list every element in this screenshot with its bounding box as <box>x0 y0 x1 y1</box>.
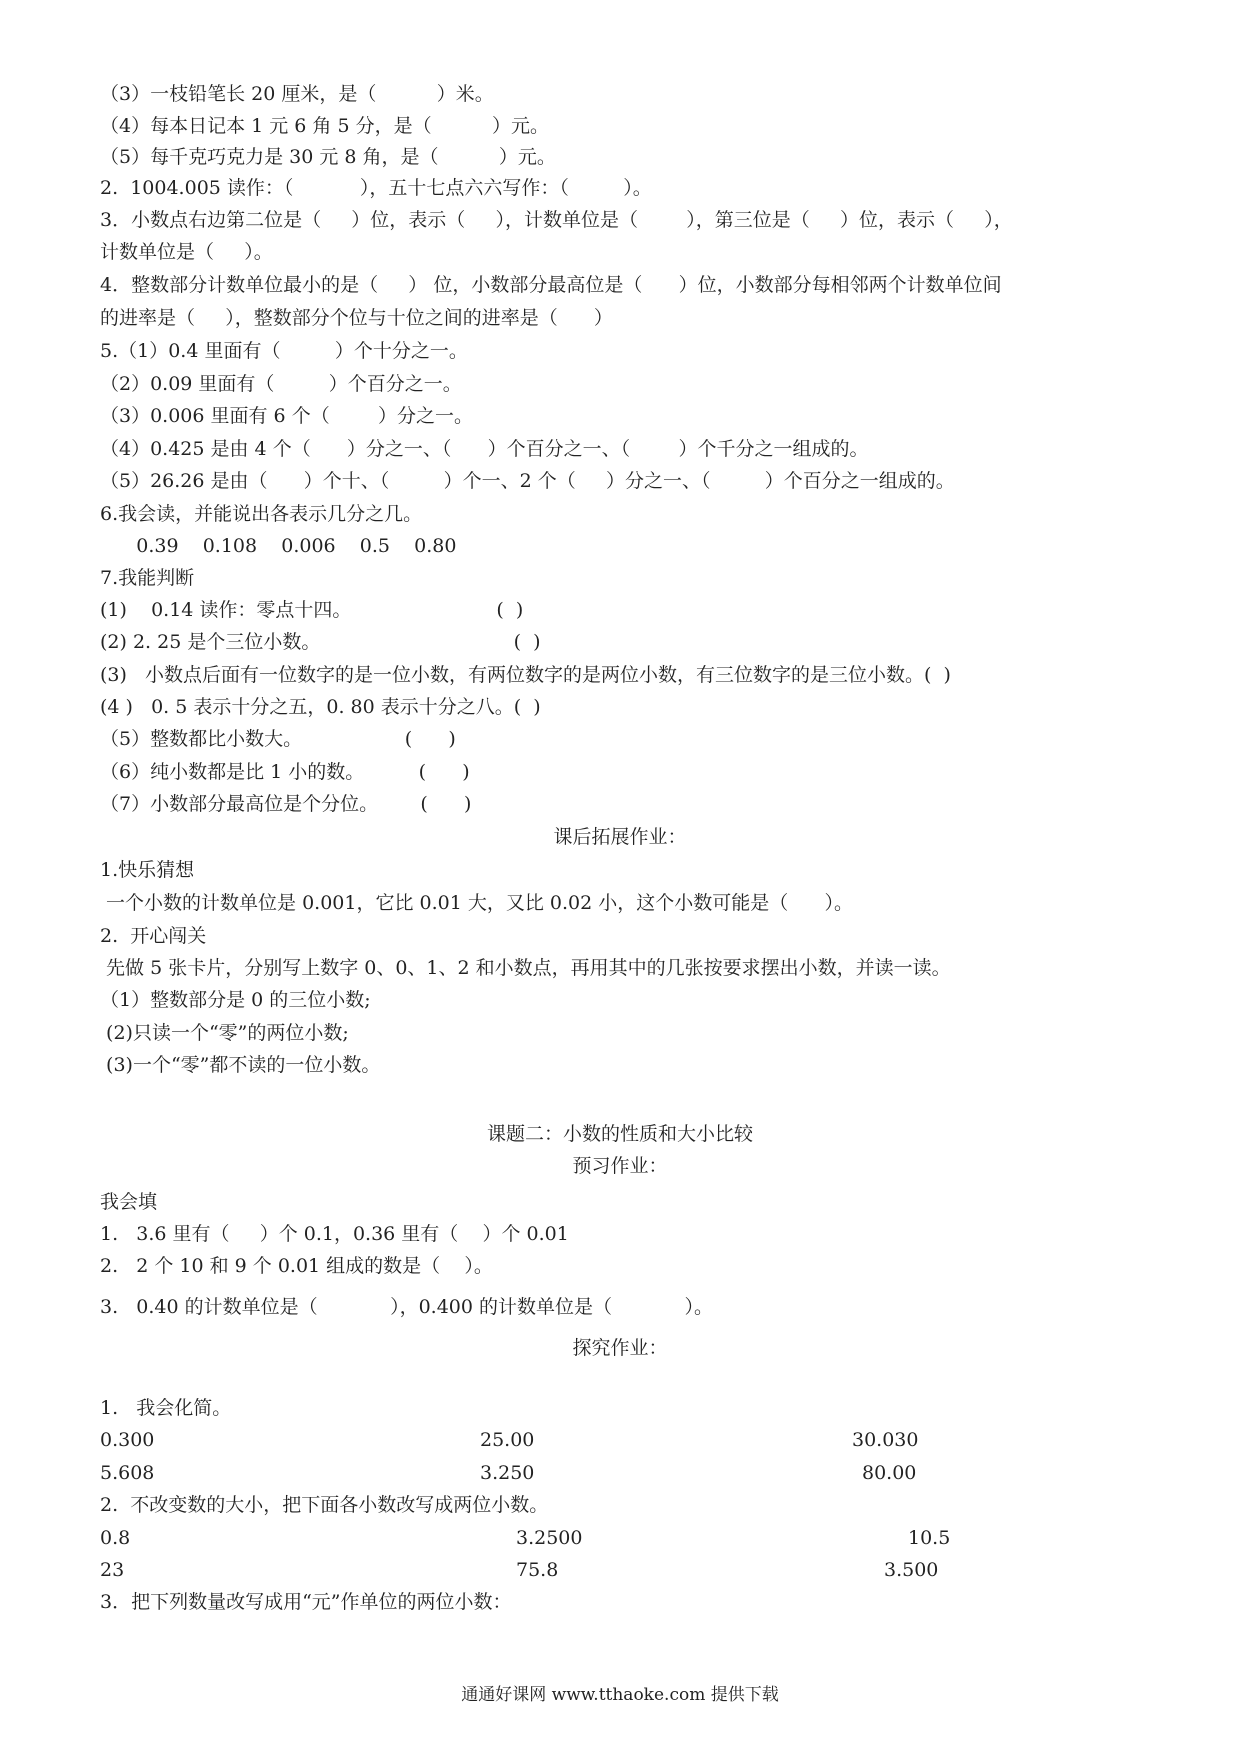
simplify-value: 25.00 <box>480 1429 535 1451</box>
section-heading: 1.快乐猜想 <box>100 859 195 881</box>
simplify-value: 30.030 <box>852 1429 919 1451</box>
decimal-value: 75.8 <box>516 1559 559 1581</box>
question-line: 6.我会读，并能说出各表示几分之几。 <box>100 503 423 525</box>
question-line: 3．小数点右边第二位是（ ）位，表示（ ），计数单位是（ ），第三位是（ ）位，表示（ ）， <box>100 209 1013 231</box>
section-heading: 7.我能判断 <box>100 567 195 589</box>
question-line: 3. 0.40 的计数单位是（ ），0.400 的计数单位是（ ）。 <box>100 1296 713 1318</box>
section-heading: 我会填 <box>100 1191 158 1213</box>
simplify-value: 80.00 <box>862 1462 917 1484</box>
decimal-value: 0.8 <box>100 1527 131 1549</box>
decimal-value: 3.500 <box>884 1559 939 1581</box>
judge-item: （7）小数部分最高位是个分位。 ( ) <box>100 793 472 815</box>
question-line: （3）一枝铅笔长 20 厘米，是（ ）米。 <box>100 83 494 105</box>
judge-item: (1) 0.14 读作：零点十四。 ( ) <box>100 599 524 621</box>
section-heading: 1. 我会化简。 <box>100 1397 232 1419</box>
question-line: 4．整数部分计数单位最小的是（ ） 位，小数部分最高位是（ ）位，小数部分每相邻两个计数单位间 <box>100 274 1002 296</box>
question-line: 2. 2 个 10 和 9 个 0.01 组成的数是（ ）。 <box>100 1255 493 1277</box>
section-title: 探究作业： <box>572 1337 668 1359</box>
question-line: （4）0.425 是由 4 个（ ）分之一、（ ）个百分之一、（ ）个千分之一组成的。 <box>100 438 869 460</box>
question-line: （4）每本日记本 1 元 6 角 5 分，是（ ）元。 <box>100 115 549 137</box>
question-line: 5.（1）0.4 里面有（ ）个十分之一。 <box>100 340 468 362</box>
question-line: (2)只读一个“零”的两位小数; <box>100 1022 349 1044</box>
simplify-value: 5.608 <box>100 1462 155 1484</box>
question-line: （2）0.09 里面有（ ）个百分之一。 <box>100 373 462 395</box>
question-line: 先做 5 张卡片，分别写上数字 0、0、1、2 和小数点，再用其中的几张按要求摆出小数，并读一读。 <box>100 957 951 979</box>
question-line: （1）整数部分是 0 的三位小数; <box>100 989 371 1011</box>
page-footer: 通通好课网 www.tthaoke.com 提供下载 <box>461 1685 779 1705</box>
decimal-value: 23 <box>100 1559 125 1581</box>
section-title: 课后拓展作业： <box>553 826 687 848</box>
decimal-value: 3.2500 <box>516 1527 583 1549</box>
question-line: 计数单位是（ ）。 <box>100 241 273 263</box>
question-line: （5）26.26 是由（ ）个十、（ ）个一、2 个（ ）分之一、（ ）个百分之一组成的。 <box>100 470 955 492</box>
decimal-value: 10.5 <box>908 1527 951 1549</box>
judge-item: (3) 小数点后面有一位数字的是一位小数，有两位数字的是两位小数，有三位数字的是三位小数。( ) <box>100 664 951 686</box>
section-heading: 2. 不改变数的大小，把下面各小数改写成两位小数。 <box>100 1494 549 1516</box>
question-line: 1. 3.6 里有（ ）个 0.1，0.36 里有（ ）个 0.01 <box>100 1223 569 1245</box>
judge-item: (2) 2. 25 是个三位小数。 ( ) <box>100 631 541 653</box>
lesson-title: 课题二：小数的性质和大小比较 <box>486 1123 753 1145</box>
judge-item: (4 ) 0. 5 表示十分之五，0. 80 表示十分之八。( ) <box>100 696 541 718</box>
question-line: （5）每千克巧克力是 30 元 8 角，是（ ）元。 <box>100 146 556 168</box>
simplify-value: 3.250 <box>480 1462 535 1484</box>
section-title: 预习作业： <box>572 1155 668 1177</box>
section-heading: 2. 开心闯关 <box>100 925 207 947</box>
section-heading: 3．把下列数量改写成用“元”作单位的两位小数： <box>100 1591 512 1613</box>
question-line: (3)一个“零”都不读的一位小数。 <box>100 1054 381 1076</box>
simplify-value: 0.300 <box>100 1429 155 1451</box>
question-line: 的进率是（ ），整数部分个位与十位之间的进率是（ ） <box>100 307 613 329</box>
question-line: 一个小数的计数单位是 0.001，它比 0.01 大，又比 0.02 小，这个小数可能是（ ）。 <box>100 892 853 914</box>
decimal-list: 0.39 0.108 0.006 0.5 0.80 <box>100 535 457 557</box>
question-line: （3）0.006 里面有 6 个（ ）分之一。 <box>100 405 474 427</box>
judge-item: （6）纯小数都是比 1 小的数。 ( ) <box>100 761 470 783</box>
judge-item: （5）整数都比小数大。 ( ) <box>100 728 456 750</box>
question-line: 2. 1004.005 读作：（ ），五十七点六六写作：（ ）。 <box>100 177 652 199</box>
